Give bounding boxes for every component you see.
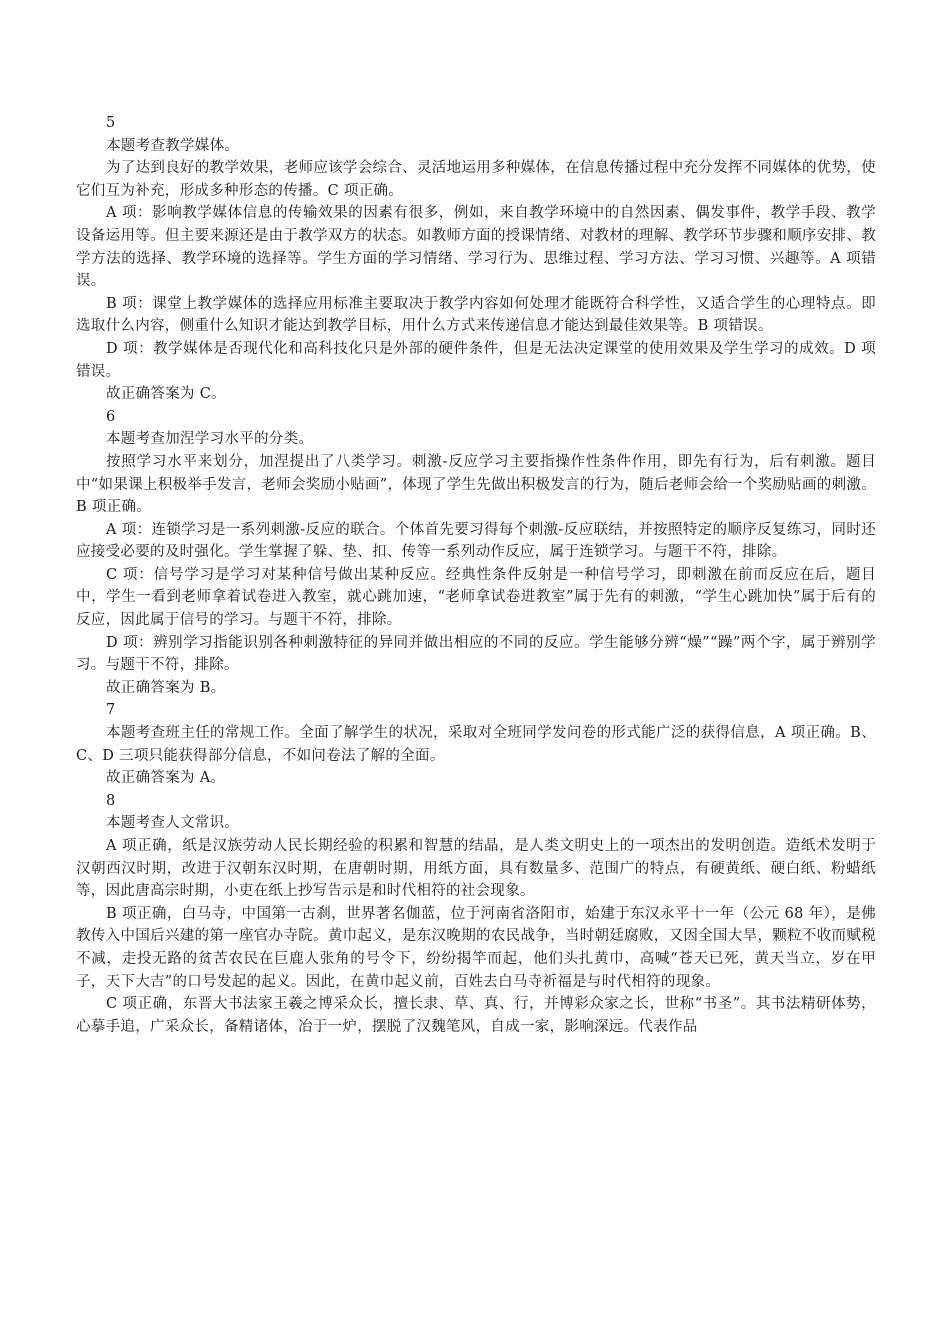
topic-line: 本题考查教学媒体。 (106, 137, 240, 154)
topic-line: 本题考查加涅学习水平的分类。 (106, 431, 314, 448)
explanation-paragraph: 为了达到良好的教学效果，老师应该学会综合、灵活地运用多种媒体，在信息传播过程中充分发挥不同媒体的优势，使它们互为补充，形成多种形态的传播。C 项正确。 (76, 160, 876, 199)
option-analysis: A 项正确，纸是汉族劳动人民长期经验的积累和智慧的结晶，是人类文明史上的一项杰出的发明创造。造纸术发明于汉朝西汉时期，改进于汉朝东汉时期，在唐朝时期，用纸方面，具有数量多、范围广的特点，有硬黄纸、硬白纸、粉蜡纸等，因此唐高宗时期，小吏在纸上抄写告示是和时代相符的社会现象。 (76, 838, 876, 900)
answer-line: 故正确答案为 B。 (106, 679, 226, 696)
question-number: 5 (106, 115, 116, 131)
option-analysis: C 项：信号学习是学习对某种信号做出某种反应。经典性条件反射是一种信号学习，即刺激在前而反应在后，题目中，学生一看到老师拿着试卷进入教室，就心跳加速，“老师拿试卷进教室”属于先有的刺激，“学生心跳加快”属于后有的反应，因此属于信号的学习。与题干不符，排除。 (76, 566, 876, 629)
explanation-paragraph: 本题考查班主任的常规工作。全面了解学生的状况，采取对全班同学发问卷的形式能广泛的获得信息，A 项正确。B、C、D 三项只能获得部分信息，不如问卷法了解的全面。 (76, 725, 876, 764)
option-analysis: B 项：课堂上教学媒体的选择应用标准主要取决于教学内容如何处理才能既符合科学性，又适合学生的心理特点。即选取什么内容，侧重什么知识才能达到教学目标，用什么方式来传递信息才能达到最佳效果等。B 项错误。 (76, 295, 876, 335)
explanation-paragraph: 按照学习水平来划分，加涅提出了八类学习。刺激-反应学习主要指操作性条件作用，即先有行为，后有刺激。题目中“如果课上积极举手发言，老师会奖励小贴画”，体现了学生先做出积极发言的行为，随后老师会给一个奖励贴画的刺激。B 项正确。 (76, 453, 876, 516)
question-number: 7 (106, 702, 116, 719)
topic-line: 本题考查人文常识。 (106, 815, 240, 832)
option-analysis: A 项：连锁学习是一系列刺激-反应的联合。个体首先要习得每个刺激-反应联结，并按照特定的顺序反复练习，同时还应接受必要的及时强化。学生掌握了躲、垫、扣、传等一系列动作反应，属于连锁学习。与题干不符，排除。 (76, 521, 876, 561)
answer-line: 故正确答案为 A。 (106, 770, 226, 787)
answer-line: 故正确答案为 C。 (106, 386, 226, 403)
document-body (76, 112, 876, 1038)
question-number: 8 (106, 792, 116, 809)
option-analysis: A 项：影响教学媒体信息的传输效果的因素有很多，例如，来自教学环境中的自然因素、偶发事件，教学手段、教学设备运用等。但主要来源还是由于教学双方的状态。如教师方面的授课情绪、对教材的理解、教学环节步骤和顺序安排、教学方法的选择、教学环境的选择等。学生方面的学习情绪、学习行为、思维过程、学习方法、学习习惯、兴趣等。A 项错误。 (76, 205, 876, 290)
option-analysis: C 项正确，东晋大书法家王羲之博采众长，擅长隶、草、真、行，并博彩众家之长，世称“书圣”。其书法精研体势，心摹手追，广采众长，备精诸体，冶于一炉，摆脱了汉魏笔风，自成一家，影响深远。代表作品 (76, 996, 876, 1035)
option-analysis: B 项正确，白马寺，中国第一古刹，世界著名伽蓝，位于河南省洛阳市，始建于东汉永平十一年（公元 68 年），是佛教传入中国后兴建的第一座官办寺院。黄巾起义，是东汉晚期的农民战争，当时朝廷腐败，又因全国大旱，颗粒不收而赋税不减，走投无路的贫苦农民在巨鹿人张角的号令下，纷纷揭竿而起，他们头扎黄巾，高喊“苍天已死，黄天当立，岁在甲子，天下大吉”的口号发起的起义。因此，在黄巾起义前，百姓去白马寺祈福是与时代相符的现象。 (76, 905, 876, 990)
option-analysis: D 项：辨别学习指能识别各种刺激特征的异同并做出相应的不同的反应。学生能够分辨“燥”“躁”两个字，属于辨别学习。与题干不符，排除。 (76, 634, 876, 674)
option-analysis: D 项：教学媒体是否现代化和高科技化只是外部的硬件条件，但是无法决定课堂的使用效果及学生学习的成效。D 项错误。 (76, 340, 876, 380)
question-number: 6 (106, 408, 116, 425)
